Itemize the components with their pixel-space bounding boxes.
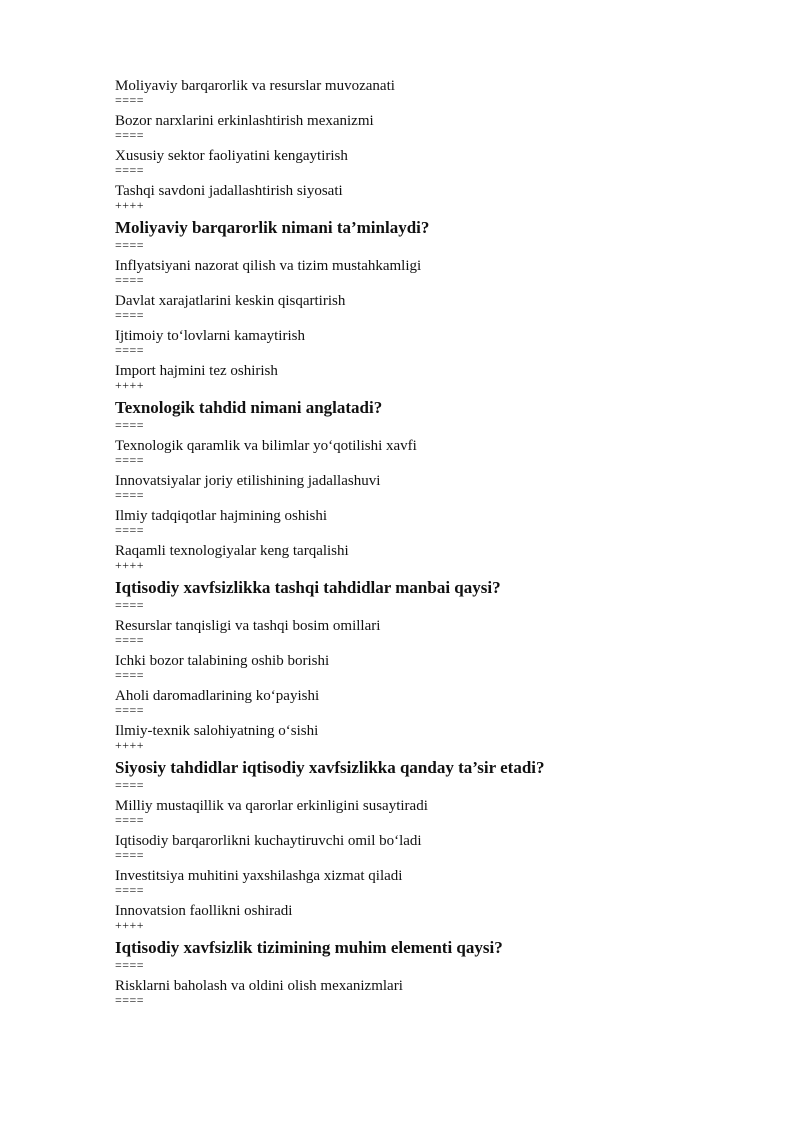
answer-option: Ichki bozor talabining oshib borishi — [115, 653, 330, 669]
answer-option: Davlat xarajatlarini keskin qisqartirish — [115, 293, 346, 309]
separator-mark: ==== — [115, 128, 145, 142]
separator-mark: ==== — [115, 273, 145, 287]
separator-mark: ==== — [115, 238, 145, 252]
separator-mark: ==== — [115, 93, 145, 107]
separator-mark: ==== — [115, 453, 145, 467]
answer-option: Raqamli texnologiyalar keng tarqalishi — [115, 543, 349, 559]
separator-mark: ==== — [115, 703, 145, 717]
question-text: Iqtisodiy xavfsizlik tizimining muhim elementi qaysi? — [115, 938, 503, 957]
separator-mark: ==== — [115, 598, 145, 612]
separator-mark: ++++ — [115, 558, 145, 572]
document-page — [115, 76, 755, 1011]
answer-option: Milliy mustaqillik va qarorlar erkinligini susaytiradi — [115, 798, 428, 814]
separator-mark: ==== — [115, 633, 145, 647]
answer-option: Moliyaviy barqarorlik va resurslar muvozanati — [115, 78, 395, 94]
answer-option: Resurslar tanqisligi va tashqi bosim omillari — [115, 618, 381, 634]
answer-option: Import hajmini tez oshirish — [115, 363, 278, 379]
answer-option: Texnologik qaramlik va bilimlar yo‘qotilishi xavfi — [115, 438, 417, 454]
separator-mark: ==== — [115, 163, 145, 177]
separator-mark: ==== — [115, 958, 145, 972]
answer-option: Ilmiy tadqiqotlar hajmining oshishi — [115, 508, 328, 524]
answer-option: Xususiy sektor faoliyatini kengaytirish — [115, 148, 348, 164]
separator-mark: ++++ — [115, 198, 145, 212]
answer-option: Iqtisodiy barqarorlikni kuchaytiruvchi omil bo‘ladi — [115, 833, 422, 849]
question-text: Moliyaviy barqarorlik nimani ta’minlaydi? — [115, 218, 430, 237]
question-text: Siyosiy tahdidlar iqtisodiy xavfsizlikka qanday ta’sir etadi? — [115, 758, 545, 777]
answer-option: Ijtimoiy to‘lovlarni kamaytirish — [115, 328, 305, 344]
separator-mark: ==== — [115, 418, 145, 432]
separator-mark: ==== — [115, 883, 145, 897]
separator-mark: ==== — [115, 308, 145, 322]
separator-mark: ++++ — [115, 918, 145, 932]
separator-mark: ==== — [115, 778, 145, 792]
question-text: Texnologik tahdid nimani anglatadi? — [115, 398, 383, 417]
answer-option: Innovatsiyalar joriy etilishining jadallashuvi — [115, 473, 381, 489]
answer-option: Innovatsion faollikni oshiradi — [115, 903, 293, 919]
answer-option: Tashqi savdoni jadallashtirish siyosati — [115, 183, 343, 199]
separator-mark: ==== — [115, 668, 145, 682]
answer-option: Investitsiya muhitini yaxshilashga xizmat qiladi — [115, 868, 403, 884]
separator-mark: ++++ — [115, 738, 145, 752]
answer-option: Ilmiy-texnik salohiyatning o‘sishi — [115, 723, 319, 739]
separator-mark: ++++ — [115, 378, 145, 392]
separator-mark: ==== — [115, 813, 145, 827]
answer-option: Aholi daromadlarining ko‘payishi — [115, 688, 320, 704]
separator-mark: ==== — [115, 848, 145, 862]
separator-mark: ==== — [115, 343, 145, 357]
separator-mark: ==== — [115, 523, 145, 537]
separator-mark: ==== — [115, 488, 145, 502]
answer-option: Inflyatsiyani nazorat qilish va tizim mustahkamligi — [115, 258, 422, 274]
question-text: Iqtisodiy xavfsizlikka tashqi tahdidlar manbai qaysi? — [115, 578, 501, 597]
separator-mark: ==== — [115, 993, 145, 1007]
answer-option: Bozor narxlarini erkinlashtirish mexanizmi — [115, 113, 374, 129]
answer-option: Risklarni baholash va oldini olish mexanizmlari — [115, 978, 403, 994]
